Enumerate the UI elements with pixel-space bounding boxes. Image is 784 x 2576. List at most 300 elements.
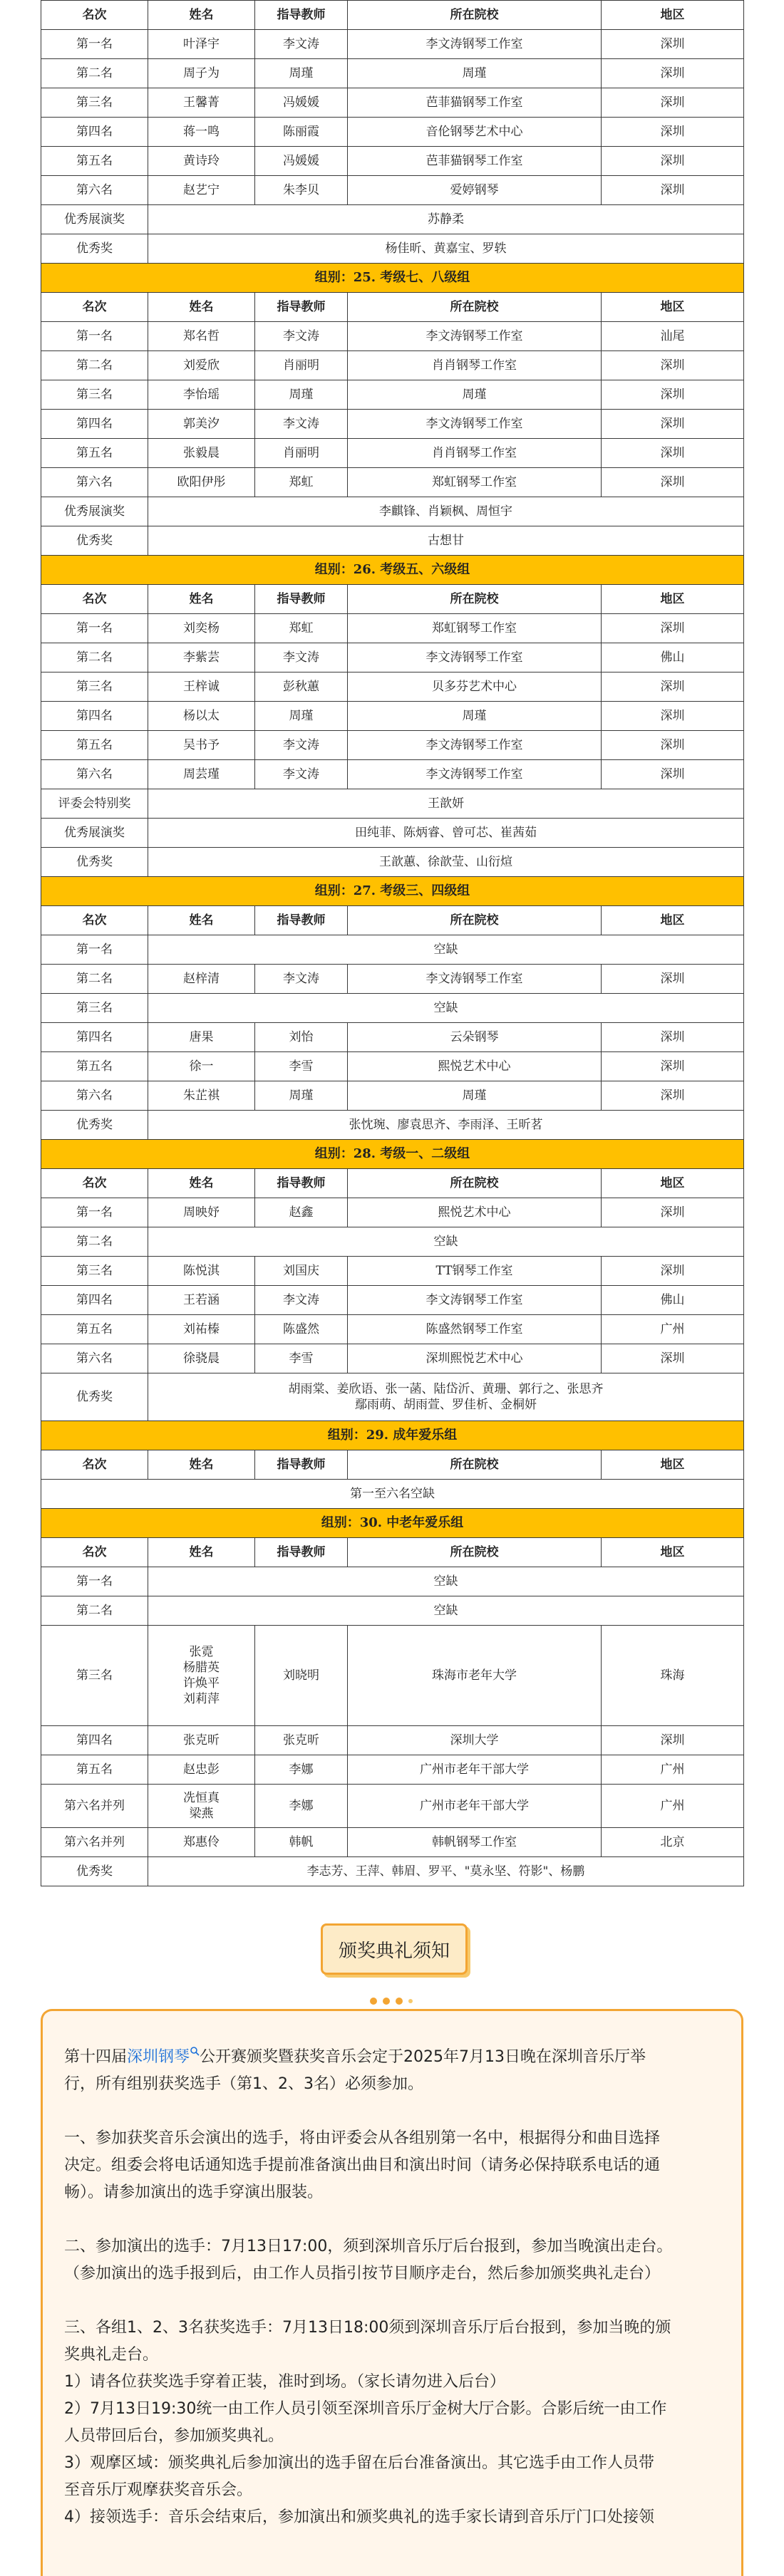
vacant-cell: 第一至六名空缺 bbox=[41, 1480, 744, 1509]
award-names-line: 鄢雨萌、胡雨萱、罗佳析、金桐妍 bbox=[355, 1398, 537, 1412]
intro-line: 行，所有组别获奖选手（第1、2、3名）必须参加。 bbox=[64, 2075, 423, 2093]
region-cell: 深圳 bbox=[602, 965, 744, 994]
group-title: 组别：29. 成年爱乐组 bbox=[41, 1421, 744, 1450]
region-cell: 深圳 bbox=[602, 59, 744, 88]
rank-cell: 第六名 bbox=[41, 1081, 148, 1111]
group-title-row bbox=[41, 556, 744, 585]
teacher-cell: 李雪 bbox=[255, 1052, 348, 1081]
name-cell: 刘奕杨 bbox=[148, 614, 255, 643]
dots-decoration-icon bbox=[363, 1992, 421, 2010]
group-title-row bbox=[41, 877, 744, 906]
region-cell: 广州 bbox=[602, 1315, 744, 1344]
name-cell: 唐果 bbox=[148, 1023, 255, 1052]
result-row bbox=[41, 1257, 744, 1286]
region-cell: 广州 bbox=[602, 1785, 744, 1828]
header-name: 姓名 bbox=[148, 1538, 255, 1567]
rank-cell: 第六名 bbox=[41, 760, 148, 789]
result-row bbox=[41, 322, 744, 351]
result-row bbox=[41, 1828, 744, 1857]
header-rank: 名次 bbox=[41, 906, 148, 935]
rank-cell: 第三名 bbox=[41, 1257, 148, 1286]
header-region: 地区 bbox=[602, 585, 744, 614]
vacant-row bbox=[41, 1480, 744, 1509]
result-row bbox=[41, 702, 744, 731]
award-row bbox=[41, 526, 744, 556]
vacant-row bbox=[41, 1227, 744, 1257]
name-cell: 王若涵 bbox=[148, 1286, 255, 1315]
header-name: 姓名 bbox=[148, 906, 255, 935]
vacant-cell: 空缺 bbox=[148, 935, 744, 965]
school-cell: 陈盛然钢琴工作室 bbox=[348, 1315, 602, 1344]
name-line: 冼恒真 bbox=[183, 1791, 220, 1805]
group-title: 组别：25. 考级七、八级组 bbox=[41, 264, 744, 293]
name-cell: 郭美汐 bbox=[148, 410, 255, 439]
section-line: 人员带回后台，参加颁奖典礼。 bbox=[64, 2427, 284, 2445]
name-cell: 欧阳伊彤 bbox=[148, 468, 255, 497]
rank-cell: 第一名 bbox=[41, 1198, 148, 1227]
header-rank: 名次 bbox=[41, 293, 148, 322]
rank-cell: 第二名 bbox=[41, 1596, 148, 1626]
school-cell: 李文涛钢琴工作室 bbox=[348, 965, 602, 994]
name-cell: 郑名哲 bbox=[148, 322, 255, 351]
teacher-cell: 冯媛媛 bbox=[255, 88, 348, 118]
region-cell: 深圳 bbox=[602, 1726, 744, 1755]
region-cell: 深圳 bbox=[602, 1052, 744, 1081]
header-teacher: 指导教师 bbox=[255, 1, 348, 30]
region-cell: 深圳 bbox=[602, 1257, 744, 1286]
header-teacher: 指导教师 bbox=[255, 1538, 348, 1567]
region-cell: 深圳 bbox=[602, 468, 744, 497]
header-row bbox=[41, 1538, 744, 1567]
name-cell: 郑惠伶 bbox=[148, 1828, 255, 1857]
school-cell: 李文涛钢琴工作室 bbox=[348, 410, 602, 439]
header-region: 地区 bbox=[602, 906, 744, 935]
region-cell: 深圳 bbox=[602, 760, 744, 789]
header-row bbox=[41, 1450, 744, 1480]
award-label: 优秀展演奖 bbox=[41, 819, 148, 848]
region-cell: 深圳 bbox=[602, 731, 744, 760]
header-name: 姓名 bbox=[148, 1450, 255, 1480]
region-cell: 深圳 bbox=[602, 351, 744, 380]
award-label: 优秀展演奖 bbox=[41, 497, 148, 526]
result-row bbox=[41, 59, 744, 88]
section-line: 二、参加演出的选手：7月13日17:00，须到深圳音乐厅后台报到，参加当晚演出走台。 bbox=[64, 2238, 673, 2255]
header-region: 地区 bbox=[602, 1, 744, 30]
result-row bbox=[41, 1052, 744, 1081]
region-cell: 深圳 bbox=[602, 30, 744, 59]
teacher-cell: 肖丽明 bbox=[255, 439, 348, 468]
school-cell: 肖肖钢琴工作室 bbox=[348, 351, 602, 380]
school-cell: 芭菲猫钢琴工作室 bbox=[348, 147, 602, 176]
name-cell: 陈悦淇 bbox=[148, 1257, 255, 1286]
header-school: 所在院校 bbox=[348, 1538, 602, 1567]
name-cell: 赵艺宁 bbox=[148, 176, 255, 205]
result-row bbox=[41, 614, 744, 643]
region-cell: 珠海 bbox=[602, 1626, 744, 1726]
result-row bbox=[41, 1726, 744, 1755]
school-cell: 芭菲猫钢琴工作室 bbox=[348, 88, 602, 118]
school-cell: 周瑾 bbox=[348, 702, 602, 731]
rank-cell: 第六名 bbox=[41, 468, 148, 497]
name-cell: 刘祐榛 bbox=[148, 1315, 255, 1344]
name-cell: 朱芷祺 bbox=[148, 1081, 255, 1111]
rank-cell: 第二名 bbox=[41, 643, 148, 672]
section-line: （参加演出的选手报到后，由工作人员指引按节目顺序走台，然后参加颁奖典礼走台） bbox=[64, 2265, 661, 2282]
rank-cell: 第三名 bbox=[41, 88, 148, 118]
region-cell: 深圳 bbox=[602, 410, 744, 439]
section-line: 决定。组委会将电话通知选手提前准备演出曲目和演出时间（请务必保持联系电话的通 bbox=[64, 2156, 661, 2174]
name-cell: 周子为 bbox=[148, 59, 255, 88]
rank-cell: 第三名 bbox=[41, 1626, 148, 1726]
group-title-row bbox=[41, 1140, 744, 1169]
header-rank: 名次 bbox=[41, 1, 148, 30]
region-cell: 深圳 bbox=[602, 702, 744, 731]
teacher-cell: 李娜 bbox=[255, 1755, 348, 1785]
rank-cell: 第五名 bbox=[41, 1315, 148, 1344]
teacher-cell: 肖丽明 bbox=[255, 351, 348, 380]
school-cell: 李文涛钢琴工作室 bbox=[348, 1286, 602, 1315]
teacher-cell: 周瑾 bbox=[255, 702, 348, 731]
vacant-cell: 空缺 bbox=[148, 994, 744, 1023]
name-cell bbox=[148, 1785, 255, 1828]
award-names: 田纯菲、陈炳睿、曾可芯、崔茜茹 bbox=[148, 819, 744, 848]
rank-cell: 第六名 bbox=[41, 1344, 148, 1373]
region-cell: 深圳 bbox=[602, 672, 744, 702]
award-row bbox=[41, 819, 744, 848]
name-cell: 杨以太 bbox=[148, 702, 255, 731]
school-cell: 贝多芬艺术中心 bbox=[348, 672, 602, 702]
school-cell: 珠海市老年大学 bbox=[348, 1626, 602, 1726]
teacher-cell: 李文涛 bbox=[255, 760, 348, 789]
intro-line bbox=[64, 2044, 711, 2071]
header-school: 所在院校 bbox=[348, 906, 602, 935]
name-cell: 李紫芸 bbox=[148, 643, 255, 672]
region-cell: 汕尾 bbox=[602, 322, 744, 351]
award-label: 优秀奖 bbox=[41, 1373, 148, 1421]
award-row bbox=[41, 848, 744, 877]
school-cell: 周瑾 bbox=[348, 1081, 602, 1111]
award-row bbox=[41, 1373, 744, 1421]
name-cell: 周芸瑾 bbox=[148, 760, 255, 789]
rank-cell: 第四名 bbox=[41, 1023, 148, 1052]
header-rank: 名次 bbox=[41, 1169, 148, 1198]
result-row bbox=[41, 88, 744, 118]
rank-cell: 第五名 bbox=[41, 731, 148, 760]
header-teacher: 指导教师 bbox=[255, 293, 348, 322]
header-rank: 名次 bbox=[41, 585, 148, 614]
rank-cell: 第四名 bbox=[41, 1286, 148, 1315]
name-cell: 李怡瑶 bbox=[148, 380, 255, 410]
result-row bbox=[41, 351, 744, 380]
teacher-cell: 周瑾 bbox=[255, 1081, 348, 1111]
school-cell: 周瑾 bbox=[348, 380, 602, 410]
result-row bbox=[41, 643, 744, 672]
group-title: 组别：27. 考级三、四级组 bbox=[41, 877, 744, 906]
header-school: 所在院校 bbox=[348, 1169, 602, 1198]
teacher-cell: 郑虹 bbox=[255, 468, 348, 497]
rank-cell: 第一名 bbox=[41, 322, 148, 351]
school-cell: 郑虹钢琴工作室 bbox=[348, 468, 602, 497]
school-cell: 熙悦艺术中心 bbox=[348, 1198, 602, 1227]
name-cell: 周映妤 bbox=[148, 1198, 255, 1227]
teacher-cell: 李文涛 bbox=[255, 731, 348, 760]
result-row bbox=[41, 1785, 744, 1828]
teacher-cell: 李文涛 bbox=[255, 410, 348, 439]
header-rank: 名次 bbox=[41, 1450, 148, 1480]
teacher-cell: 周瑾 bbox=[255, 380, 348, 410]
region-cell: 深圳 bbox=[602, 176, 744, 205]
result-row bbox=[41, 1198, 744, 1227]
school-cell: 云朵钢琴 bbox=[348, 1023, 602, 1052]
name-cell: 王梓诚 bbox=[148, 672, 255, 702]
award-row bbox=[41, 1857, 744, 1886]
name-cell: 张毅晨 bbox=[148, 439, 255, 468]
vacant-row bbox=[41, 935, 744, 965]
award-names: 杨佳昕、黄嘉宝、罗轶 bbox=[148, 234, 744, 264]
header-teacher: 指导教师 bbox=[255, 1169, 348, 1198]
region-cell: 深圳 bbox=[602, 147, 744, 176]
result-row bbox=[41, 965, 744, 994]
award-label: 优秀展演奖 bbox=[41, 205, 148, 234]
award-row bbox=[41, 789, 744, 819]
rank-cell: 第四名 bbox=[41, 702, 148, 731]
rank-cell: 第六名并列 bbox=[41, 1785, 148, 1828]
award-label: 优秀奖 bbox=[41, 526, 148, 556]
name-cell: 叶泽宇 bbox=[148, 30, 255, 59]
rank-cell: 第二名 bbox=[41, 965, 148, 994]
section-line: 畅）。请参加演出的选手穿演出服装。 bbox=[64, 2183, 324, 2201]
rank-cell: 第三名 bbox=[41, 672, 148, 702]
vacant-cell: 空缺 bbox=[148, 1227, 744, 1257]
teacher-cell: 李文涛 bbox=[255, 965, 348, 994]
region-cell: 深圳 bbox=[602, 1081, 744, 1111]
region-cell: 深圳 bbox=[602, 118, 744, 147]
school-cell: 李文涛钢琴工作室 bbox=[348, 731, 602, 760]
result-row bbox=[41, 176, 744, 205]
result-row bbox=[41, 1344, 744, 1373]
vacant-row bbox=[41, 994, 744, 1023]
notice-card bbox=[41, 2009, 743, 2576]
teacher-cell: 郑虹 bbox=[255, 614, 348, 643]
header-name: 姓名 bbox=[148, 293, 255, 322]
award-names bbox=[148, 1373, 744, 1421]
vacant-cell: 空缺 bbox=[148, 1596, 744, 1626]
name-cell: 张克昕 bbox=[148, 1726, 255, 1755]
rank-cell: 第六名 bbox=[41, 176, 148, 205]
notice-section-2 bbox=[64, 2233, 711, 2287]
rank-cell: 第二名 bbox=[41, 351, 148, 380]
result-row bbox=[41, 1626, 744, 1726]
award-names: 古想甘 bbox=[148, 526, 744, 556]
name-cell: 赵忠彭 bbox=[148, 1755, 255, 1785]
award-row bbox=[41, 1111, 744, 1140]
teacher-cell: 刘怡 bbox=[255, 1023, 348, 1052]
school-cell: 肖肖钢琴工作室 bbox=[348, 439, 602, 468]
teacher-cell: 李文涛 bbox=[255, 322, 348, 351]
group-title-row bbox=[41, 1421, 744, 1450]
results-table bbox=[41, 0, 744, 1886]
region-cell: 佛山 bbox=[602, 643, 744, 672]
teacher-cell: 陈盛然 bbox=[255, 1315, 348, 1344]
award-label: 优秀奖 bbox=[41, 848, 148, 877]
notice-section-3 bbox=[64, 2315, 711, 2531]
section-line: 1）请各位获奖选手穿着正装，准时到场。（家长请勿进入后台） bbox=[64, 2373, 505, 2391]
header-school: 所在院校 bbox=[348, 293, 602, 322]
header-teacher: 指导教师 bbox=[255, 585, 348, 614]
result-row bbox=[41, 1286, 744, 1315]
teacher-cell: 李文涛 bbox=[255, 30, 348, 59]
result-row bbox=[41, 439, 744, 468]
results-sheet bbox=[41, 0, 743, 1886]
section-line: 3）观摩区域：颁奖典礼后参加演出的选手留在后台准备演出。其它选手由工作人员带 bbox=[64, 2454, 654, 2472]
search-icon[interactable] bbox=[190, 2046, 200, 2056]
award-names: 张忱琬、廖袁思齐、李雨泽、王昕茗 bbox=[148, 1111, 744, 1140]
header-name: 姓名 bbox=[148, 1169, 255, 1198]
teacher-cell: 李文涛 bbox=[255, 1286, 348, 1315]
teacher-cell: 刘国庆 bbox=[255, 1257, 348, 1286]
teacher-cell: 陈丽霞 bbox=[255, 118, 348, 147]
teacher-cell: 冯媛媛 bbox=[255, 147, 348, 176]
award-row bbox=[41, 234, 744, 264]
award-label: 优秀奖 bbox=[41, 1111, 148, 1140]
header-name: 姓名 bbox=[148, 1, 255, 30]
vacant-row bbox=[41, 1567, 744, 1596]
group-title-row bbox=[41, 264, 744, 293]
name-cell: 赵梓清 bbox=[148, 965, 255, 994]
school-cell: 音伦钢琴艺术中心 bbox=[348, 118, 602, 147]
award-label: 评委会特别奖 bbox=[41, 789, 148, 819]
rank-cell: 第一名 bbox=[41, 1567, 148, 1596]
notice-section-1 bbox=[64, 2125, 711, 2206]
teacher-cell: 李文涛 bbox=[255, 643, 348, 672]
rank-cell: 第五名 bbox=[41, 147, 148, 176]
award-names: 李麒锋、肖颖枫、周恒宇 bbox=[148, 497, 744, 526]
header-region: 地区 bbox=[602, 1169, 744, 1198]
result-row bbox=[41, 731, 744, 760]
school-cell: 周瑾 bbox=[348, 59, 602, 88]
header-rank: 名次 bbox=[41, 1538, 148, 1567]
teacher-cell: 韩帆 bbox=[255, 1828, 348, 1857]
result-row bbox=[41, 1755, 744, 1785]
name-cell: 蒋一鸣 bbox=[148, 118, 255, 147]
section-line: 奖典礼走台。 bbox=[64, 2346, 159, 2364]
header-region: 地区 bbox=[602, 293, 744, 322]
section-line: 4）接领选手：音乐会结束后，参加演出和颁奖典礼的选手家长请到音乐厅门口处接领 bbox=[64, 2508, 654, 2526]
header-teacher: 指导教师 bbox=[255, 1450, 348, 1480]
school-cell: 爱婷钢琴 bbox=[348, 176, 602, 205]
school-cell: 韩帆钢琴工作室 bbox=[348, 1828, 602, 1857]
award-label: 优秀奖 bbox=[41, 1857, 148, 1886]
search-link[interactable]: 深圳钢琴 bbox=[127, 2048, 190, 2066]
school-cell: 李文涛钢琴工作室 bbox=[348, 322, 602, 351]
vacant-cell: 空缺 bbox=[148, 1567, 744, 1596]
section-line: 三、各组1、2、3名获奖选手：7月13日18:00须到深圳音乐厅后台报到，参加当晚的颁 bbox=[64, 2319, 671, 2337]
name-cell: 刘爱欣 bbox=[148, 351, 255, 380]
header-school: 所在院校 bbox=[348, 1450, 602, 1480]
teacher-cell: 赵鑫 bbox=[255, 1198, 348, 1227]
name-cell: 徐骁晨 bbox=[148, 1344, 255, 1373]
award-row bbox=[41, 497, 744, 526]
result-row bbox=[41, 410, 744, 439]
header-row bbox=[41, 906, 744, 935]
school-cell: 广州市老年干部大学 bbox=[348, 1755, 602, 1785]
award-names-line: 胡雨棠、姜欣语、张一菡、陆岱沂、黄珊、郭行之、张思齐 bbox=[288, 1382, 604, 1396]
rank-cell: 第三名 bbox=[41, 380, 148, 410]
rank-cell: 第三名 bbox=[41, 994, 148, 1023]
teacher-cell: 彭秋蕙 bbox=[255, 672, 348, 702]
section-line: 至音乐厅观摩获奖音乐会。 bbox=[64, 2481, 253, 2499]
rank-cell: 第五名 bbox=[41, 1052, 148, 1081]
header-row bbox=[41, 1169, 744, 1198]
award-names: 李志芳、王萍、韩眉、罗平、"莫永坚、符影"、杨鹏 bbox=[148, 1857, 744, 1886]
group-title: 组别：26. 考级五、六级组 bbox=[41, 556, 744, 585]
region-cell: 深圳 bbox=[602, 380, 744, 410]
name-line: 张霓 bbox=[189, 1645, 214, 1659]
section-line: 一、参加获奖音乐会演出的选手，将由评委会从各组别第一名中，根据得分和曲目选择 bbox=[64, 2129, 661, 2147]
intro-prefix: 第十四届 bbox=[64, 2048, 128, 2066]
name-line: 刘莉萍 bbox=[183, 1692, 220, 1706]
region-cell: 深圳 bbox=[602, 1023, 744, 1052]
rank-cell: 第二名 bbox=[41, 1227, 148, 1257]
header-school: 所在院校 bbox=[348, 1, 602, 30]
school-cell: 李文涛钢琴工作室 bbox=[348, 643, 602, 672]
result-row bbox=[41, 672, 744, 702]
award-names: 王歆蕙、徐歆莹、山衍煊 bbox=[148, 848, 744, 877]
result-row bbox=[41, 30, 744, 59]
rank-cell: 第一名 bbox=[41, 935, 148, 965]
school-cell: 深圳大学 bbox=[348, 1726, 602, 1755]
rank-cell: 第一名 bbox=[41, 30, 148, 59]
name-cell: 吴书予 bbox=[148, 731, 255, 760]
award-label: 优秀奖 bbox=[41, 234, 148, 264]
header-teacher: 指导教师 bbox=[255, 906, 348, 935]
rank-cell: 第五名 bbox=[41, 1755, 148, 1785]
rank-cell: 第二名 bbox=[41, 59, 148, 88]
school-cell: 郑虹钢琴工作室 bbox=[348, 614, 602, 643]
teacher-cell: 张克昕 bbox=[255, 1726, 348, 1755]
rank-cell: 第一名 bbox=[41, 614, 148, 643]
result-row bbox=[41, 468, 744, 497]
name-cell: 徐一 bbox=[148, 1052, 255, 1081]
result-row bbox=[41, 147, 744, 176]
rank-cell: 第四名 bbox=[41, 1726, 148, 1755]
name-line: 许焕平 bbox=[183, 1676, 220, 1690]
result-row bbox=[41, 760, 744, 789]
school-cell: 深圳熙悦艺术中心 bbox=[348, 1344, 602, 1373]
region-cell: 北京 bbox=[602, 1828, 744, 1857]
region-cell: 深圳 bbox=[602, 439, 744, 468]
award-row bbox=[41, 205, 744, 234]
teacher-cell: 周瑾 bbox=[255, 59, 348, 88]
group-title: 组别：30. 中老年爱乐组 bbox=[41, 1509, 744, 1538]
notice-intro bbox=[64, 2044, 711, 2098]
region-cell: 深圳 bbox=[602, 1198, 744, 1227]
rank-cell: 第四名 bbox=[41, 410, 148, 439]
intro-text: 公开赛颁奖暨获奖音乐会定于2025年7月13日晚在深圳音乐厅举 bbox=[200, 2048, 646, 2066]
region-cell: 深圳 bbox=[602, 88, 744, 118]
rank-cell: 第六名并列 bbox=[41, 1828, 148, 1857]
notice-title: 颁奖典礼须知 bbox=[321, 1923, 468, 1975]
school-cell: 李文涛钢琴工作室 bbox=[348, 760, 602, 789]
teacher-cell: 李雪 bbox=[255, 1344, 348, 1373]
region-cell: 广州 bbox=[602, 1755, 744, 1785]
group-title-row bbox=[41, 1509, 744, 1538]
school-cell: 熙悦艺术中心 bbox=[348, 1052, 602, 1081]
header-row bbox=[41, 585, 744, 614]
teacher-cell: 朱李贝 bbox=[255, 176, 348, 205]
header-row bbox=[41, 293, 744, 322]
rank-cell: 第四名 bbox=[41, 118, 148, 147]
